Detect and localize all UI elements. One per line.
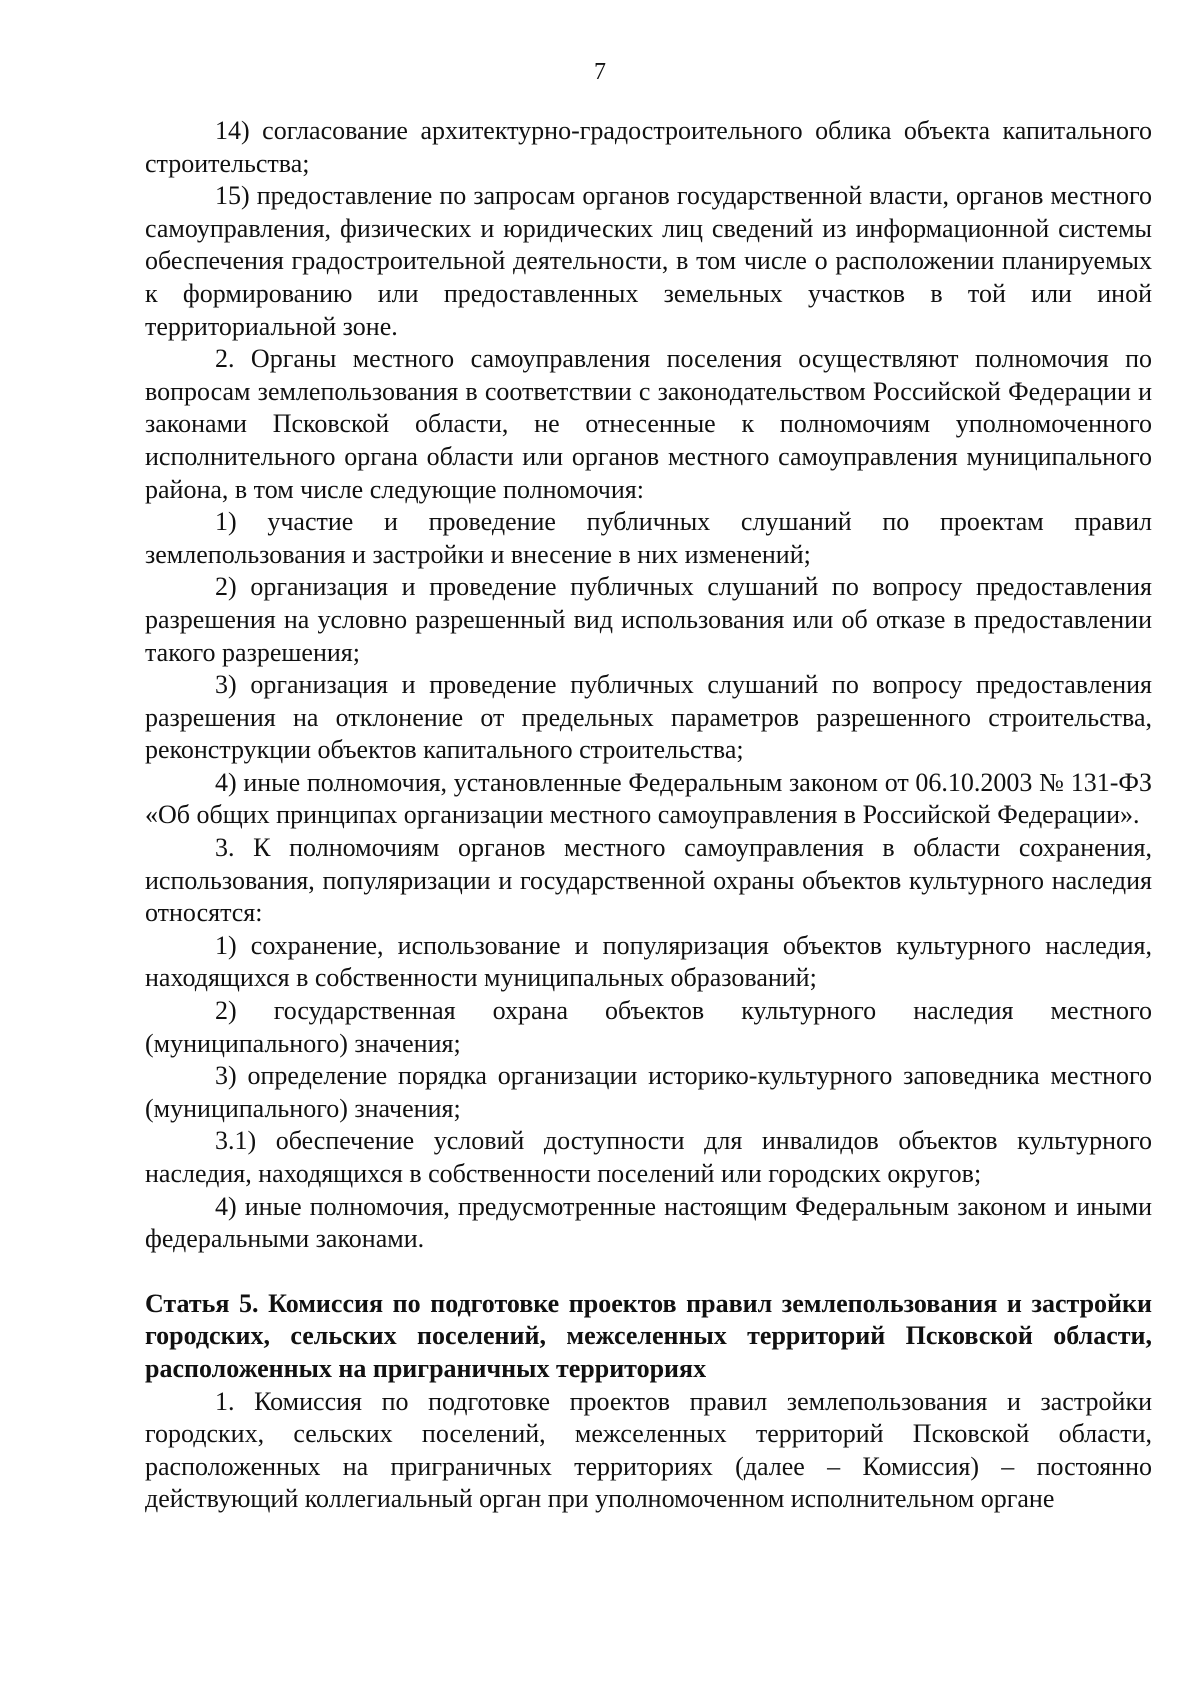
paragraph-section-2-item-1: 1) участие и проведение публичных слушаний по проектам правил землепользования и застройки и внесение в них изменений;: [145, 507, 1152, 569]
paragraph-section-3-item-3-1: 3.1) обеспечение условий доступности для инвалидов объектов культурного наследия, находящихся в собственности поселений или городских округов;: [145, 1126, 1152, 1188]
page-number: 7: [594, 59, 606, 85]
document-body: [145, 115, 1152, 1516]
paragraph-section-2-item-2: 2) организация и проведение публичных слушаний по вопросу предоставления разрешения на условно разрешенный вид использования или об отказе в предоставлении такого разрешения;: [145, 572, 1152, 667]
paragraph-item-15: 15) предоставление по запросам органов государственной власти, органов местного самоуправления, физических и юридических лиц сведений из информационной системы обеспечения градостроительной деятельности, в том числе о расположении планируемых к формированию или предоставленных земельных участков в той или иной территориальной зоне.: [145, 181, 1152, 341]
paragraph-section-3-item-3: 3) определение порядка организации историко-культурного заповедника местного (муниципального) значения;: [145, 1061, 1152, 1123]
paragraph-section-3: 3. К полномочиям органов местного самоуправления в области сохранения, использования, популяризации и государственной охраны объектов культурного наследия относятся:: [145, 833, 1152, 928]
paragraph-section-2-item-4: 4) иные полномочия, установленные Федеральным законом от 06.10.2003 № 131-ФЗ «Об общих принципах организации местного самоуправления в Российской Федерации».: [145, 767, 1152, 830]
paragraph-section-3-item-1: 1) сохранение, использование и популяризация объектов культурного наследия, находящихся в собственности муниципальных образований;: [145, 930, 1152, 993]
article-5-heading: Статья 5. Комиссия по подготовке проектов правил землепользования и застройки городских, сельских поселений, межселенных территорий Псковской области, расположенных на приграничных территориях: [145, 1288, 1152, 1383]
paragraph-section-3-item-4: 4) иные полномочия, предусмотренные настоящим Федеральным законом и иными федеральными законами.: [145, 1191, 1152, 1254]
article-5-paragraph-1: 1. Комиссия по подготовке проектов правил землепользования и застройки городских, сельских поселений, межселенных территорий Псковской области, расположенных на приграничных территориях (далее – Комиссия) – постоянно действующий коллегиальный орган при уполномоченном исполнительном органе: [145, 1386, 1152, 1514]
paragraph-item-14: 14) согласование архитектурно-градостроительного облика объекта капитального строительства;: [145, 116, 1152, 178]
paragraph-section-2-item-3: 3) организация и проведение публичных слушаний по вопросу предоставления разрешения на отклонение от предельных параметров разрешенного строительства, реконструкции объектов капитального строительства;: [145, 670, 1152, 765]
paragraph-section-2: 2. Органы местного самоуправления поселения осуществляют полномочия по вопросам землепользования в соответствии с законодательством Российской Федерации и законами Псковской области, не отнесенные к полномочиям уполномоченного исполнительного органа области или органов местного самоуправления муниципального района, в том числе следующие полномочия:: [145, 344, 1152, 504]
paragraph-section-3-item-2: 2) государственная охрана объектов культурного наследия местного (муниципального) значения;: [145, 996, 1152, 1058]
